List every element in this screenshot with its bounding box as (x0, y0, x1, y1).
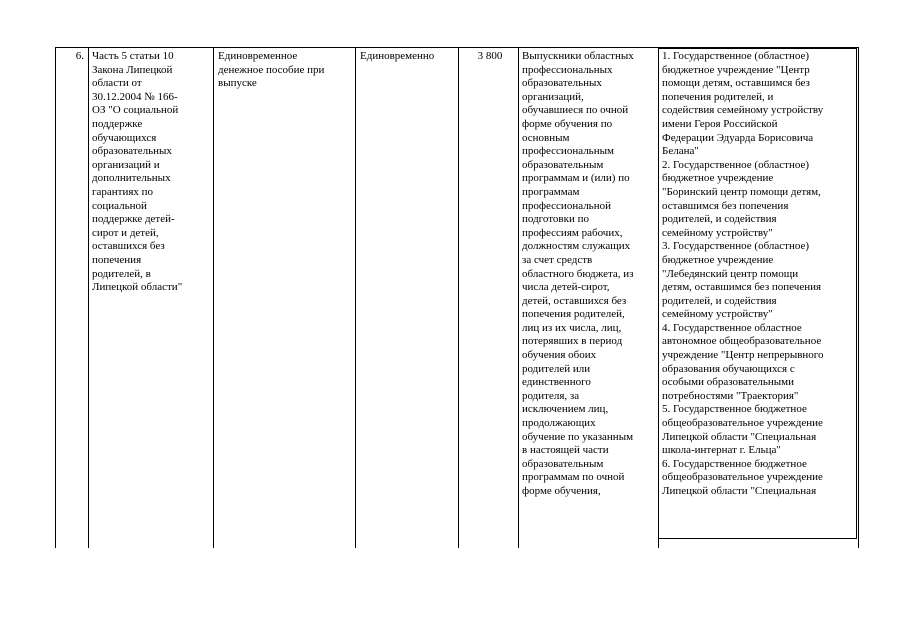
institutions-cell: 1. Государственное (областное) бюджетное учреждение "Центр помощи детям, оставшимся без попечения родителей, и содействия семейному устройству имени Героя Российской Федерации Эдуарда Борисовича Белана" 2. Государственное (областное) бюджетное учреждение "Боринский центр помощи детям, оставшимся без попечения родителей, и содействия семейному устройству" 3. Государственное (областное) бюджетное учреждение "Лебедянский центр помощи детям, оставшимся без попечения родителей, и содействия семейному устройству" 4. Государственное областное автономное общеобразовательное учреждение "Центр непрерывного образования обучающихся с особыми образовательными потребностями "Траектория" 5. Государственное бюджетное общеобразовательное учреждение Липецкой области "Специальная школа-интернат г. Ельца" 6. Государственное бюджетное общеобразовательное учреждение Липецкой области "Специальная (662, 50, 824, 497)
legal-basis-cell: Часть 5 статьи 10 Закона Липецкой области от 30.12.2004 № 166- ОЗ "О социальной поддержке обучающихся образовательных организаций и дополнительных гарантиях по социальной поддержке детей- сирот и детей, оставшихся без попечения родителей, в Липецкой области" (92, 50, 183, 294)
column-divider (458, 48, 459, 548)
column-divider (88, 48, 89, 548)
recipients-cell: Выпускники областных профессиональных образовательных организаций, обучавшиеся по очной форме обучения по основным профессиональным образовательным программам и (или) по программам профессиональной подготовки по профессиям рабочих, должностям служащих за счет средств областного бюджета, из числа детей-сирот, детей, оставшихся без попечения родителей, лиц из их числа, лиц, потерявших в период обучения обоих родителей или единственного родителя, за исключением лиц, продолжающих обучение по указанным в настоящей части образовательным программам по очной форме обучения, (522, 50, 634, 497)
column-divider (213, 48, 214, 548)
column-divider (518, 48, 519, 548)
amount-cell: 3 800 (477, 50, 503, 62)
row-number: 6. (75, 50, 84, 62)
column-divider (355, 48, 356, 548)
column-divider (55, 48, 56, 548)
benefit-type-cell: Единовременное денежное пособие при выпуске (218, 50, 325, 90)
column-divider (858, 48, 859, 548)
frequency-cell: Единовременно (360, 50, 435, 62)
